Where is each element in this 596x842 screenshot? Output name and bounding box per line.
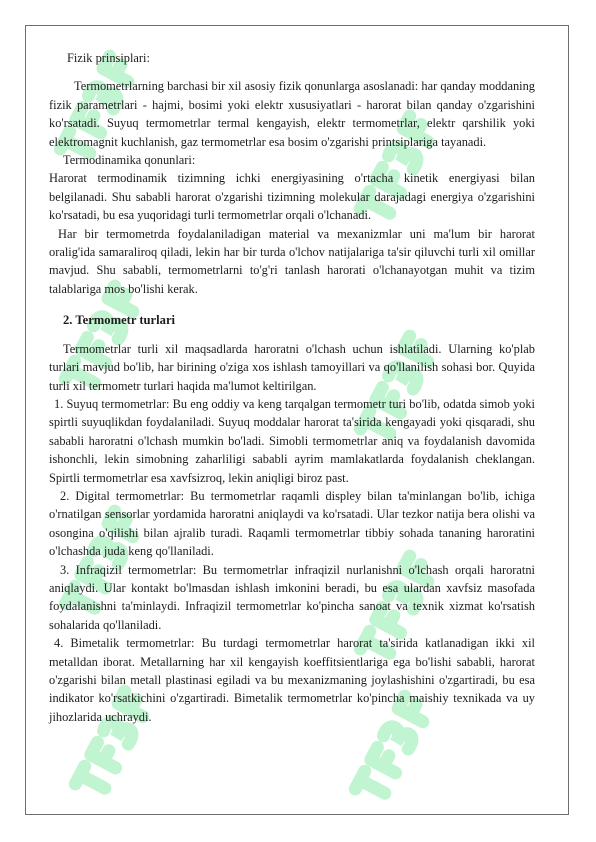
paragraph-types-intro: Termometrlar turli xil maqsadlarda haroratni o'lchash uchun ishlatiladi. Ularning ko'plab turlari mavjud bo'lib, har birining o'ziga xos ishlash tamoyillari va qo'llanilish sohasi bor. Quyida turli xil termometr turlari haqida ma'lumot keltirilgan. bbox=[49, 341, 535, 393]
paragraph-thermodynamics: Harorat termodinamik tizimning ichki energiyasining o'rtacha kinetik energiyasi bilan belgilanadi. Shu sababli harorat o'zgarishi tizimning molekular darajadagi energiya o'zgarishini ko'rsatadi, bu esa yuqoridagi turli termometrlar orqali o'lchanadi. bbox=[49, 171, 535, 223]
paragraph-materials: Har bir termometrda foydalaniladigan material va mexanizmlar uni ma'lum bir harorat oralig'ida samaraliroq qiladi, lekin har bir turda o'lchov natijalariga ta'sir qiluvchi turli xil omillar mavjud. Shu sababli, termometrlarni to'g'ri tanlash harorati o'lchanayotgan muhit va tizim talablariga mos bo'lishi kerak. bbox=[49, 226, 535, 296]
paragraph-physics-principles: Termometrlarning barchasi bir xil asosiy fizik qonunlarga asoslanadi: har qanday moddaning fizik parametrlari - hajmi, bosimi yoki elektr xususiyatlari - harorat bilan qanday o'zgarishini ko'rsatadi. Suyuq termometrlar termal kengayish, elektr termometrlar, elektr qarshilik yoki elektromagnit kuchlanish, gaz termometrlar esa bosim o'zgarishi printsiplariga tayanadi. bbox=[49, 79, 535, 149]
list-item: 2. Digital termometrlar: Bu termometrlar raqamli displey bilan ta'minlangan bo'lib, ichiga o'rnatilgan sensorlar yordamida haroratni aniqlaydi va ko'rsatadi. Ular tezkor natija bera olishi va osongina o'qilishi bilan ajralib turadi. Raqamli termometrlar tibbiy sohada tananing haroratini o'lchashda juda keng qo'llaniladi. bbox=[49, 488, 535, 559]
document-body bbox=[49, 49, 535, 726]
thermodynamics-label: Termodinamika qonunlari: bbox=[63, 153, 196, 168]
section-heading-thermometer-types: 2. Termometr turlari bbox=[63, 313, 176, 328]
list-item: 1. Suyuq termometrlar: Bu eng oddiy va keng tarqalgan termometr turi bo'lib, odatda simob yoki spirtli suyuqlikdan foydalaniladi. Suyuq moddalar harorat ta'sirida kengayadi yoki qisqaradi, shu sababli haroratni o'lchash mumkin bo'ladi. Simobli termometrlar aniq va foydalanish davomida ishonchli, lekin simobning zaharliligi sababli ayrim mamlakatlarda foydalanish cheklangan. Spirtli termometrlar esa xavfsizroq, lekin aniqligi biroz past. bbox=[49, 396, 535, 485]
list-item: 4. Bimetalik termometrlar: Bu turdagi termometrlar harorat ta'sirida katlanadigan ikki xil metalldan iborat. Metallarning har xil kengayish koeffitsientlariga ega bo'lishi sababli, harorat o'zgarishi bilan metall plastinasi egiladi va bu mexanizmaning joylashishini o'zgartiradi, bu esa indikator ko'rsatkichini o'zgartiradi. Bimetalik termometrlar ko'pincha maishiy texnikada va uy jihozlarida uchraydi. bbox=[49, 636, 535, 724]
list-item: 3. Infraqizil termometrlar: Bu termometrlar infraqizil nurlanishni o'lchash orqali haroratni aniqlaydi. Ular kontakt bo'lmasdan ishlash imkonini beradi, bu esa ulardan xavfsiz masofada foydalanishni ta'minlaydi. Infraqizil termometrlar ko'pincha sanoat va texnik xizmat ko'rsatish sohalarida qo'llaniladi. bbox=[49, 562, 535, 632]
section-title-physics: Fizik prinsiplari: bbox=[67, 51, 150, 65]
